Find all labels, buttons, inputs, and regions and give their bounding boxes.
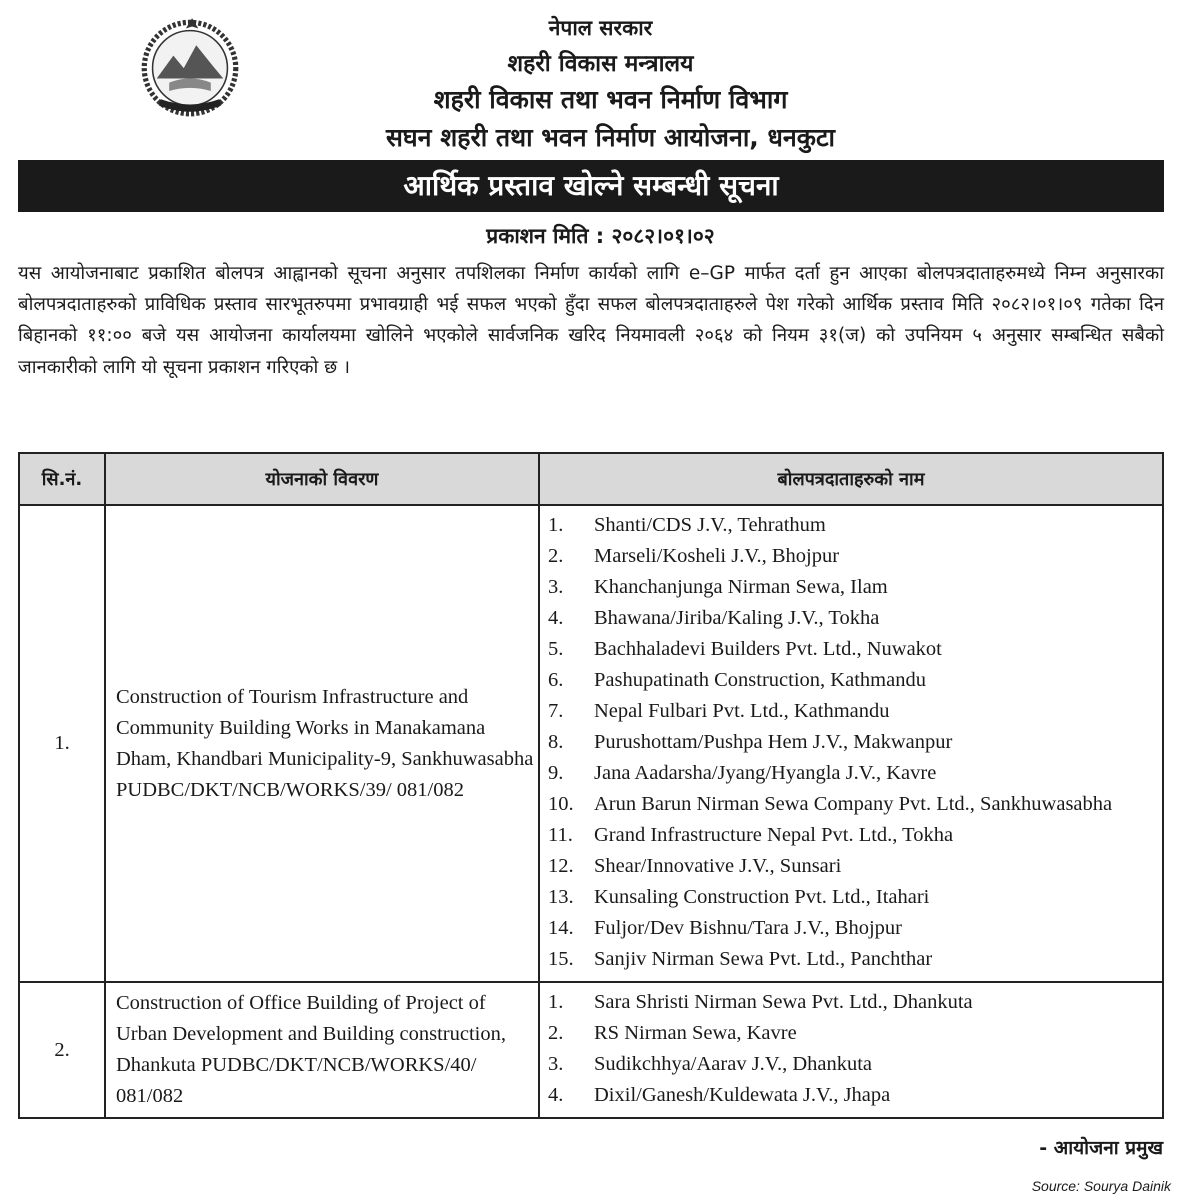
bidder-number: 1. xyxy=(548,514,564,536)
list-item xyxy=(548,987,1162,1018)
table-row xyxy=(19,982,1163,1118)
list-item xyxy=(548,1018,1162,1049)
bidder-name: Kunsaling Construction Pvt. Ltd., Itahari xyxy=(594,886,930,908)
bidder-name: Nepal Fulbari Pvt. Ltd., Kathmandu xyxy=(594,700,890,722)
row-serial: 1. xyxy=(19,505,105,982)
bidder-number: 2. xyxy=(548,545,564,567)
list-item xyxy=(548,1049,1162,1080)
header-description: योजनाको विवरण xyxy=(105,453,539,505)
bidder-name: Arun Barun Nirman Sewa Company Pvt. Ltd., Sankhuwasabha xyxy=(594,793,1113,815)
table-header-row xyxy=(19,453,1163,505)
bidder-number: 4. xyxy=(548,1084,564,1106)
bidder-number: 3. xyxy=(548,576,564,598)
bidder-name: Grand Infrastructure Nepal Pvt. Ltd., Tokha xyxy=(594,824,954,846)
row-serial: 2. xyxy=(19,982,105,1118)
list-item xyxy=(548,541,1162,572)
row-bidders xyxy=(539,505,1163,982)
bidder-name: Shanti/CDS J.V., Tehrathum xyxy=(594,514,826,536)
bidder-list xyxy=(540,506,1162,981)
header-department: शहरी विकास तथा भवन निर्माण विभाग xyxy=(433,85,788,114)
list-item xyxy=(548,634,1162,665)
header-government: नेपाल सरकार xyxy=(548,16,653,40)
header-bidders: बोलपत्रदाताहरुको नाम xyxy=(539,453,1163,505)
bidder-name: Bachhaladevi Builders Pvt. Ltd., Nuwakot xyxy=(594,638,942,660)
list-item xyxy=(548,944,1162,975)
bidders-table xyxy=(18,452,1164,1119)
bidder-number: 12. xyxy=(548,855,574,877)
row-bidders xyxy=(539,982,1163,1118)
bidder-number: 2. xyxy=(548,1022,564,1044)
header-project: सघन शहरी तथा भवन निर्माण आयोजना, धनकुटा xyxy=(385,123,836,152)
bidder-number: 5. xyxy=(548,638,564,660)
list-item xyxy=(548,572,1162,603)
list-item xyxy=(548,696,1162,727)
bidder-number: 6. xyxy=(548,669,564,691)
bidder-number: 3. xyxy=(548,1053,564,1075)
list-item xyxy=(548,727,1162,758)
bidder-number: 14. xyxy=(548,917,574,939)
bidder-number: 10. xyxy=(548,793,574,815)
header-serial: सि.नं. xyxy=(19,453,105,505)
bidder-number: 15. xyxy=(548,948,574,970)
notice-body: यस आयोजनाबाट प्रकाशित बोलपत्र आह्वानको सूचना अनुसार तपशिलका निर्माण कार्यको लागि e–GP मार्फत दर्ता हुन आएका बोलपत्रदाताहरुमध्ये निम्न अनुसारका बोलपत्रदाताहरुको प्राविधिक प्रस्ताव सारभूतरुपमा प्रभावग्राही भई सफल भएको हुँदा सफल बोलपत्रदाताहरुले पेश गरेको आर्थिक प्रस्ताव मिति २०८२।०१।०९ गतेका दिन बिहानको ११:०० बजे यस आयोजना कार्यालयमा खोलिने भएकोले सार्वजनिक खरिद नियमावली २०६४ को नियम ३१(ज) को उपनियम ५ अनुसार सम्बन्धित सबैको जानकारीको लागि यो सूचना प्रकाशन गरिएको छ । xyxy=(18,263,1164,378)
header-ministry: शहरी विकास मन्त्रालय xyxy=(507,51,694,77)
bidder-name: Purushottam/Pushpa Hem J.V., Makwanpur xyxy=(594,731,953,753)
list-item xyxy=(548,913,1162,944)
list-item xyxy=(548,820,1162,851)
list-item xyxy=(548,851,1162,882)
list-item xyxy=(548,882,1162,913)
list-item xyxy=(548,1080,1162,1111)
bidder-number: 11. xyxy=(548,824,573,846)
list-item xyxy=(548,665,1162,696)
list-item xyxy=(548,789,1162,820)
bidder-name: RS Nirman Sewa, Kavre xyxy=(594,1022,797,1044)
signature: - आयोजना प्रमुख xyxy=(1039,1137,1163,1159)
row-description: Construction of Tourism Infrastructure and Community Building Works in Manakamana Dham, Khandbari Municipality-9, Sankhuwasabha PUDBC/DKT/NCB/WORKS/39/ 081/082 xyxy=(105,505,539,982)
bidder-name: Bhawana/Jiriba/Kaling J.V., Tokha xyxy=(594,607,880,629)
bidder-number: 13. xyxy=(548,886,574,908)
table-row xyxy=(19,505,1163,982)
bidder-name: Sudikchhya/Aarav J.V., Dhankuta xyxy=(594,1053,873,1075)
bidder-number: 9. xyxy=(548,762,564,784)
bidder-list xyxy=(540,983,1162,1117)
bidder-name: Pashupatinath Construction, Kathmandu xyxy=(594,669,926,691)
bidder-number: 4. xyxy=(548,607,564,629)
bidder-number: 8. xyxy=(548,731,564,753)
notice-title: आर्थिक प्रस्ताव खोल्ने सम्बन्धी सूचना xyxy=(18,160,1164,212)
publication-date: प्रकाशन मिति : २०८२।०१।०२ xyxy=(486,224,715,248)
row-description: Construction of Office Building of Project of Urban Development and Building construction, Dhankuta PUDBC/DKT/NCB/WORKS/40/ 081/082 xyxy=(105,982,539,1118)
bidder-name: Sara Shristi Nirman Sewa Pvt. Ltd., Dhankuta xyxy=(594,991,973,1013)
bidder-name: Marseli/Kosheli J.V., Bhojpur xyxy=(594,545,840,567)
bidder-name: Jana Aadarsha/Jyang/Hyangla J.V., Kavre xyxy=(594,762,937,784)
bidder-number: 1. xyxy=(548,991,564,1013)
list-item xyxy=(548,510,1162,541)
bidder-name: Sanjiv Nirman Sewa Pvt. Ltd., Panchthar xyxy=(594,948,933,970)
list-item xyxy=(548,603,1162,634)
bidder-number: 7. xyxy=(548,700,564,722)
bidder-name: Fuljor/Dev Bishnu/Tara J.V., Bhojpur xyxy=(594,917,902,939)
bidder-name: Shear/Innovative J.V., Sunsari xyxy=(594,855,842,877)
bidder-name: Khanchanjunga Nirman Sewa, Ilam xyxy=(594,576,888,598)
list-item xyxy=(548,758,1162,789)
source-credit: Source: Sourya Dainik xyxy=(1031,1178,1171,1194)
bidder-name: Dixil/Ganesh/Kuldewata J.V., Jhapa xyxy=(594,1084,891,1106)
